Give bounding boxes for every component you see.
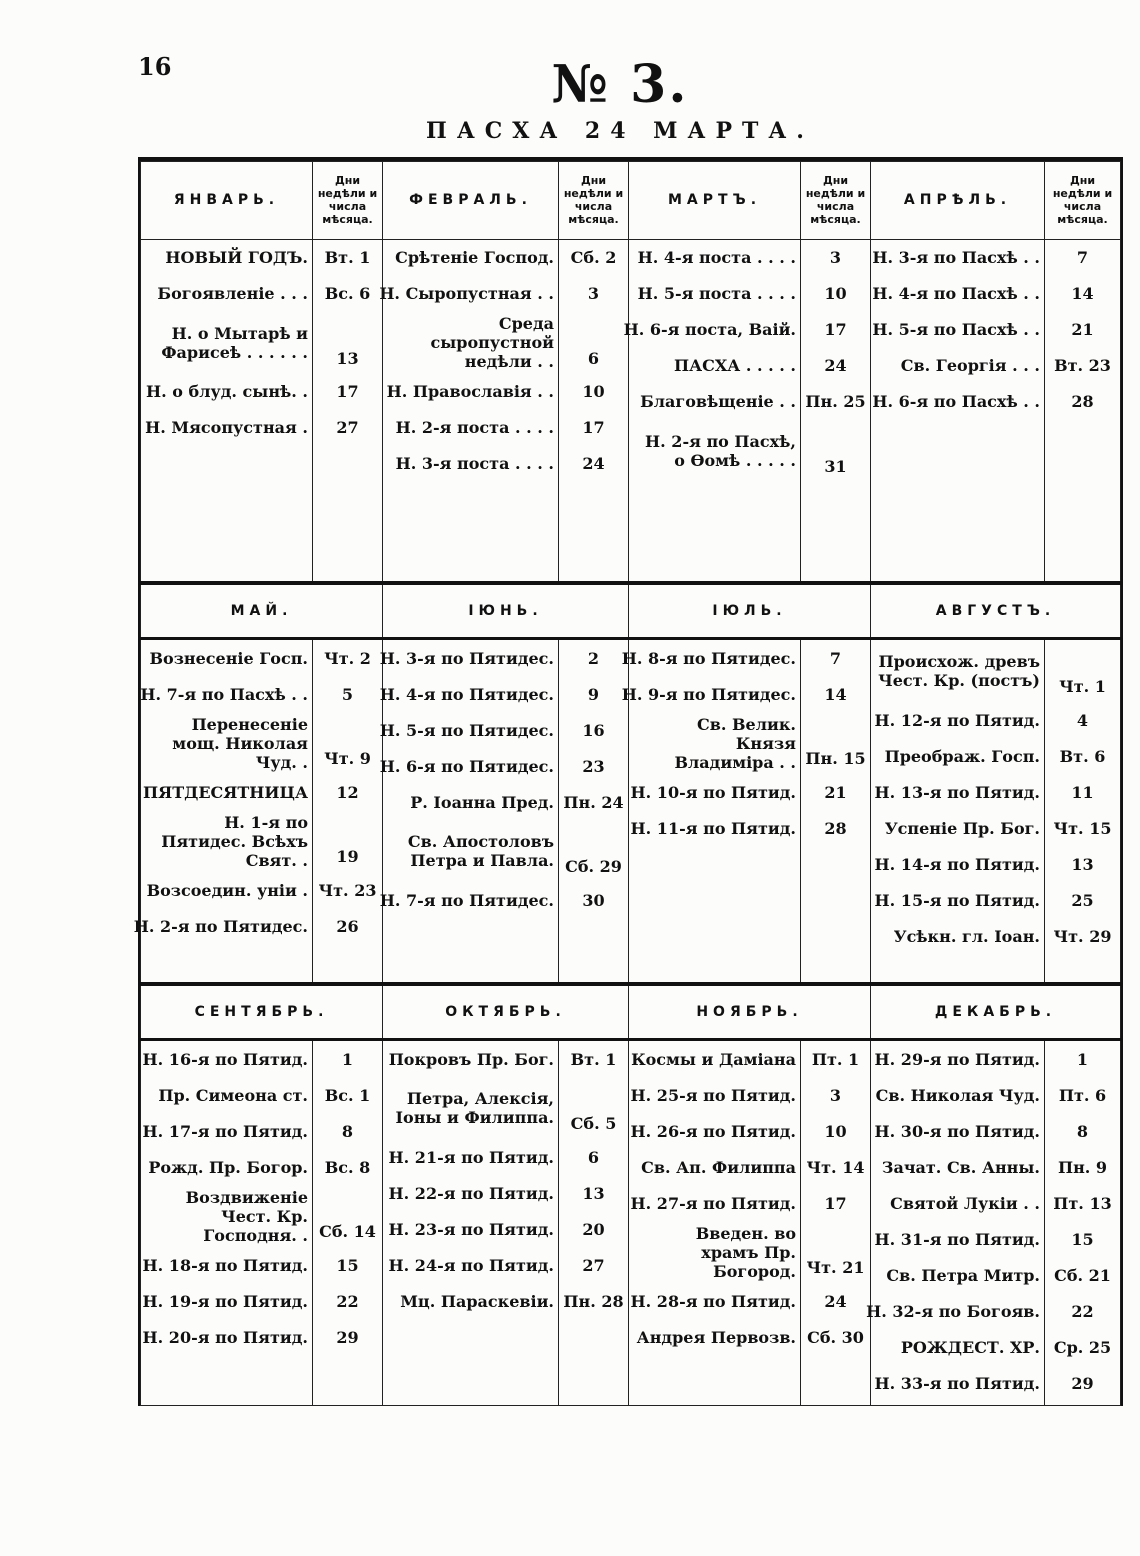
feast-name: Н. 25-я по Пятид. <box>630 1085 796 1105</box>
feast-date: Вт. 6 <box>1059 746 1106 766</box>
feast-name: Н. 21-я по Пятид. <box>388 1147 554 1167</box>
feast-name: Благовѣщеніе . . <box>640 392 796 412</box>
feast-name: Н. 5-я поста . . . . <box>637 284 796 304</box>
feast-name: Н. Православія . . <box>386 382 554 402</box>
feast-date: 29 <box>1071 1373 1094 1393</box>
feast-name: Н. 7-я по Пятидес. <box>379 890 554 910</box>
feast-name: Н. 20-я по Пятид. <box>142 1327 308 1347</box>
feast-date: 1 <box>1076 1049 1089 1069</box>
month-events-row <box>141 639 1121 984</box>
feast-date: Чт. 1 <box>1059 677 1106 697</box>
feast-name: Н. 3-я по Пятидес. <box>379 648 554 668</box>
days-column-header: Дни недѣли и числа мѣсяца. <box>559 162 629 240</box>
month-name: НОЯБРЬ. <box>629 984 871 1040</box>
feast-names-cell <box>379 239 559 582</box>
feast-name: Н. о блуд. сынѣ. . <box>146 382 308 402</box>
feast-names-cell <box>379 639 559 984</box>
feast-dates-cell <box>559 1040 629 1406</box>
month-name: ЯНВАРЬ. <box>141 162 313 240</box>
calendar-title: № 3. <box>551 54 689 115</box>
feast-name: Н. 15-я по Пятид. <box>874 890 1040 910</box>
feast-names-cell <box>141 1040 313 1406</box>
feast-name: Н. 23-я по Пятид. <box>388 1219 554 1239</box>
feast-name: Н. 28-я по Пятид. <box>630 1291 796 1311</box>
feast-date: 17 <box>336 382 359 402</box>
feast-date: 13 <box>1071 854 1094 874</box>
feast-name: Преображ. Госп. <box>884 746 1040 766</box>
feast-name: Богоявленіе . . . <box>157 284 308 304</box>
month-header-row <box>141 984 1121 1040</box>
feast-date: 8 <box>341 1121 354 1141</box>
feast-date: 12 <box>336 782 359 802</box>
feast-name: Воздвиженіе Чест. Кр. Господня. . <box>185 1187 308 1245</box>
feast-date: 28 <box>824 818 847 838</box>
feast-name: Н. 31-я по Пятид. <box>874 1229 1040 1249</box>
feast-date: 26 <box>336 916 359 936</box>
feast-names-cell <box>133 639 313 984</box>
feast-name: НОВЫЙ ГОДЪ. <box>165 248 308 268</box>
month-events-row <box>141 239 1121 582</box>
feast-date: Сб. 30 <box>807 1327 864 1347</box>
feast-date: Чт. 21 <box>806 1258 865 1278</box>
days-column-header: Дни недѣли и числа мѣсяца. <box>1045 162 1121 240</box>
feast-date: Чт. 15 <box>1053 818 1112 838</box>
feast-date: Пт. 1 <box>811 1049 860 1069</box>
month-name: СЕНТЯБРЬ. <box>141 984 383 1040</box>
feast-date: 31 <box>824 456 847 476</box>
feast-name: Н. 8-я по Пятидес. <box>621 648 796 668</box>
feast-date: Пн. 9 <box>1057 1157 1108 1177</box>
feast-name: Н. 16-я по Пятид. <box>142 1049 308 1069</box>
month-name: МАРТЪ. <box>629 162 801 240</box>
feast-name: Н. 19-я по Пятид. <box>142 1291 308 1311</box>
feast-date: Чт. 29 <box>1053 926 1112 946</box>
feast-date: Пн. 24 <box>563 792 624 812</box>
feast-date: Сб. 14 <box>319 1222 376 1242</box>
feast-date: Вт. 1 <box>570 1049 617 1069</box>
feast-date: 10 <box>824 284 847 304</box>
feast-name: Св. Велик. Князя Владиміра . . <box>674 714 796 772</box>
easter-date-subtitle: ПАСХА 24 МАРТА. <box>426 118 814 144</box>
feast-name: ПАСХА . . . . . <box>673 356 796 376</box>
feast-name: Святой Лукіи . . <box>890 1193 1040 1213</box>
feast-date: 13 <box>582 1183 605 1203</box>
feast-name: Н. Мясопустная . <box>145 418 308 438</box>
feast-date: Пн. 25 <box>805 392 866 412</box>
feast-names-cell <box>623 239 801 582</box>
feast-date: 23 <box>582 756 605 776</box>
feast-name: Покровъ Пр. Бог. <box>388 1049 554 1069</box>
feast-date: 24 <box>824 1291 847 1311</box>
feast-name: Н. о Мытарѣ и Фарисеѣ . . . . . . <box>161 323 308 362</box>
feast-names-cell <box>383 1040 559 1406</box>
feast-name: Св. Николая Чуд. <box>875 1085 1040 1105</box>
feast-name: Н. 11-я по Пятид. <box>630 818 796 838</box>
feast-date: 4 <box>1076 710 1089 730</box>
feast-date: 15 <box>1071 1229 1094 1249</box>
feast-date: Пн. 28 <box>563 1291 624 1311</box>
feast-name: Н. 30-я по Пятид. <box>874 1121 1040 1141</box>
month-name: ІЮНЬ. <box>383 583 629 639</box>
feast-date: 11 <box>1071 782 1094 802</box>
feast-date: Пн. 15 <box>805 749 866 769</box>
feast-date: Чт. 14 <box>806 1157 865 1177</box>
feast-name: Н. 14-я по Пятид. <box>874 854 1040 874</box>
feast-date: 17 <box>824 320 847 340</box>
feast-name: Рожд. Пр. Богор. <box>148 1157 308 1177</box>
feast-names-cell <box>141 239 313 582</box>
feast-names-cell <box>629 1040 801 1406</box>
feast-dates-cell <box>801 239 871 582</box>
feast-date: 28 <box>1071 392 1094 412</box>
feast-date: 27 <box>582 1255 605 1275</box>
month-name: ФЕВРАЛЬ. <box>383 162 559 240</box>
feast-date: Сб. 2 <box>570 248 617 268</box>
feast-dates-cell <box>801 1040 871 1406</box>
month-name: ДЕКАБРЬ. <box>871 984 1121 1040</box>
month-header-row <box>141 162 1121 240</box>
feast-dates-cell <box>559 639 629 984</box>
feast-name: Н. 9-я по Пятидес. <box>621 684 796 704</box>
feast-name: Н. 13-я по Пятид. <box>874 782 1040 802</box>
feast-date: 30 <box>582 890 605 910</box>
feast-date: 3 <box>829 1085 842 1105</box>
feast-date: 24 <box>824 356 847 376</box>
feast-date: 25 <box>1071 890 1094 910</box>
feast-name: Н. 22-я по Пятид. <box>388 1183 554 1203</box>
feast-name: Н. 33-я по Пятид. <box>874 1373 1040 1393</box>
feast-date: Вс. 8 <box>324 1157 371 1177</box>
feast-date: 5 <box>341 684 354 704</box>
feast-name: Космы и Даміана <box>631 1049 796 1069</box>
feast-name: Происхож. древъ Чест. Кр. (постъ) <box>878 652 1040 691</box>
feast-date: 6 <box>587 1147 600 1167</box>
feast-names-cell <box>621 639 801 984</box>
feast-date: 29 <box>336 1327 359 1347</box>
feast-date: 27 <box>336 418 359 438</box>
feast-name: Н. 4-я по Пасхѣ . . <box>872 284 1040 304</box>
feast-name: Усѣкн. гл. Іоан. <box>893 926 1040 946</box>
feast-date: 14 <box>1071 284 1094 304</box>
feast-name: Вознесеніе Госп. <box>149 648 308 668</box>
feast-date: Сб. 29 <box>565 857 622 877</box>
feast-name: Р. Іоанна Пред. <box>410 792 554 812</box>
feast-names-cell <box>871 639 1045 984</box>
feast-name: Н. 2-я по Пятидес. <box>133 916 308 936</box>
feast-date: 3 <box>829 248 842 268</box>
feast-names-cell <box>871 239 1045 582</box>
feast-date: 24 <box>582 454 605 474</box>
feast-date: 15 <box>336 1255 359 1275</box>
feast-name: Пр. Симеона ст. <box>158 1085 308 1105</box>
feast-name: Н. 32-я по Богояв. <box>866 1301 1040 1321</box>
feast-dates-cell <box>1045 1040 1121 1406</box>
feast-date: 7 <box>829 648 842 668</box>
feast-name: Н. 10-я по Пятид. <box>630 782 796 802</box>
feast-dates-cell <box>801 639 871 984</box>
feast-name: Н. 24-я по Пятид. <box>388 1255 554 1275</box>
feast-date: Чт. 2 <box>324 648 371 668</box>
feast-date: Вс. 6 <box>324 284 371 304</box>
feast-date: 22 <box>336 1291 359 1311</box>
feast-name: Н. 6-я по Пятидес. <box>379 756 554 776</box>
church-calendar <box>133 157 1123 1406</box>
month-name: МАЙ. <box>141 583 383 639</box>
feast-name: Н. 12-я по Пятид. <box>874 710 1040 730</box>
feast-date: 14 <box>824 684 847 704</box>
feast-date: 8 <box>1076 1121 1089 1141</box>
month-events-row <box>141 1040 1121 1406</box>
feast-name: РОЖДЕСТ. ХР. <box>900 1337 1040 1357</box>
feast-name: Н. 18-я по Пятид. <box>142 1255 308 1275</box>
feast-name: Н. 6-я поста, Ваій. <box>623 320 796 340</box>
feast-name: Перенесеніе мощ. Николая Чуд. . <box>172 714 308 772</box>
feast-name: Н. 5-я по Пасхѣ . . <box>872 320 1040 340</box>
feast-date: 17 <box>582 418 605 438</box>
feast-dates-cell <box>313 239 383 582</box>
feast-date: 21 <box>1071 320 1094 340</box>
feast-date: 20 <box>582 1219 605 1239</box>
month-name: ОКТЯБРЬ. <box>383 984 629 1040</box>
feast-date: 10 <box>582 382 605 402</box>
feast-name: Мц. Параскевіи. <box>400 1291 554 1311</box>
page-number: 16 <box>138 52 172 81</box>
month-name: АПРѢЛЬ. <box>871 162 1045 240</box>
feast-name: Н. 3-я по Пасхѣ . . <box>872 248 1040 268</box>
feast-date: 6 <box>587 348 600 368</box>
feast-name: Н. 29-я по Пятид. <box>874 1049 1040 1069</box>
feast-name: Н. 7-я по Пасхѣ . . <box>140 684 308 704</box>
feast-name: Св. Апостоловъ Петра и Павла. <box>407 832 554 871</box>
feast-name: Н. 4-я поста . . . . <box>637 248 796 268</box>
feast-name: Н. Сыропустная . . <box>379 284 554 304</box>
days-column-header: Дни недѣли и числа мѣсяца. <box>801 162 871 240</box>
feast-date: 19 <box>336 847 359 867</box>
feast-date: 17 <box>824 1193 847 1213</box>
feast-date: Вт. 23 <box>1054 356 1111 376</box>
feast-date: 16 <box>582 720 605 740</box>
feast-date: Чт. 23 <box>318 880 377 900</box>
feast-name: Зачат. Св. Анны. <box>881 1157 1040 1177</box>
feast-name: Н. 3-я поста . . . . <box>395 454 554 474</box>
month-name: АВГУСТЪ. <box>871 583 1121 639</box>
feast-name: Н. 27-я по Пятид. <box>630 1193 796 1213</box>
feast-name: Андрея Первозв. <box>636 1327 796 1347</box>
feast-date: 22 <box>1071 1301 1094 1321</box>
feast-date: 7 <box>1076 248 1089 268</box>
feast-name: Н. 6-я по Пасхѣ . . <box>872 392 1040 412</box>
feast-name: Н. 2-я по Пасхѣ, о Ѳомѣ . . . . . <box>645 431 796 470</box>
feast-date: 10 <box>824 1121 847 1141</box>
feast-name: Петра, Алексія, Іоны и Филиппа. <box>395 1089 554 1128</box>
feast-date: 21 <box>824 782 847 802</box>
feast-dates-cell <box>313 1040 383 1406</box>
feast-date: Пт. 13 <box>1053 1193 1112 1213</box>
feast-name: Св. Ап. Филиппа <box>641 1157 796 1177</box>
feast-name: Введен. во храмъ Пр. Богород. <box>695 1223 796 1281</box>
feast-name: Возсоедин. уніи . <box>146 880 308 900</box>
feast-dates-cell <box>1045 239 1121 582</box>
feast-date: Чт. 9 <box>324 749 371 769</box>
feast-date: Ср. 25 <box>1053 1337 1112 1357</box>
month-header-row <box>141 583 1121 639</box>
days-column-header: Дни недѣли и числа мѣсяца. <box>313 162 383 240</box>
feast-date: Пт. 6 <box>1058 1085 1107 1105</box>
feast-date: 2 <box>587 648 600 668</box>
feast-date: 1 <box>341 1049 354 1069</box>
feast-date: 9 <box>587 684 600 704</box>
feast-name: Н. 17-я по Пятид. <box>142 1121 308 1141</box>
feast-name: Н. 2-я поста . . . . <box>395 418 554 438</box>
feast-dates-cell <box>313 639 383 984</box>
feast-date: 3 <box>587 284 600 304</box>
month-name: ІЮЛЬ. <box>629 583 871 639</box>
feast-name: Н. 4-я по Пятидес. <box>379 684 554 704</box>
feast-name: Св. Петра Митр. <box>886 1265 1040 1285</box>
feast-name: Успеніе Пр. Бог. <box>884 818 1040 838</box>
feast-name: Н. 5-я по Пятидес. <box>379 720 554 740</box>
feast-names-cell <box>866 1040 1045 1406</box>
feast-name: Среда сыропустной недѣли . . <box>430 314 554 372</box>
feast-name: Н. 26-я по Пятид. <box>630 1121 796 1141</box>
feast-name: Н. 1-я по Пятидес. Всѣхъ Свят. . <box>161 812 308 870</box>
feast-date: Вт. 1 <box>324 248 371 268</box>
feast-date: Вс. 1 <box>324 1085 371 1105</box>
feast-name: ПЯТДЕСЯТНИЦА <box>142 782 308 802</box>
feast-name: Св. Георгія . . . <box>900 356 1040 376</box>
feast-date: Сб. 21 <box>1054 1265 1111 1285</box>
calendar-table <box>133 161 1121 1406</box>
feast-dates-cell <box>559 239 629 582</box>
feast-dates-cell <box>1045 639 1121 984</box>
feast-date: 13 <box>336 348 359 368</box>
feast-name: Срѣтеніе Господ. <box>395 248 554 268</box>
feast-date: Сб. 5 <box>570 1114 617 1134</box>
